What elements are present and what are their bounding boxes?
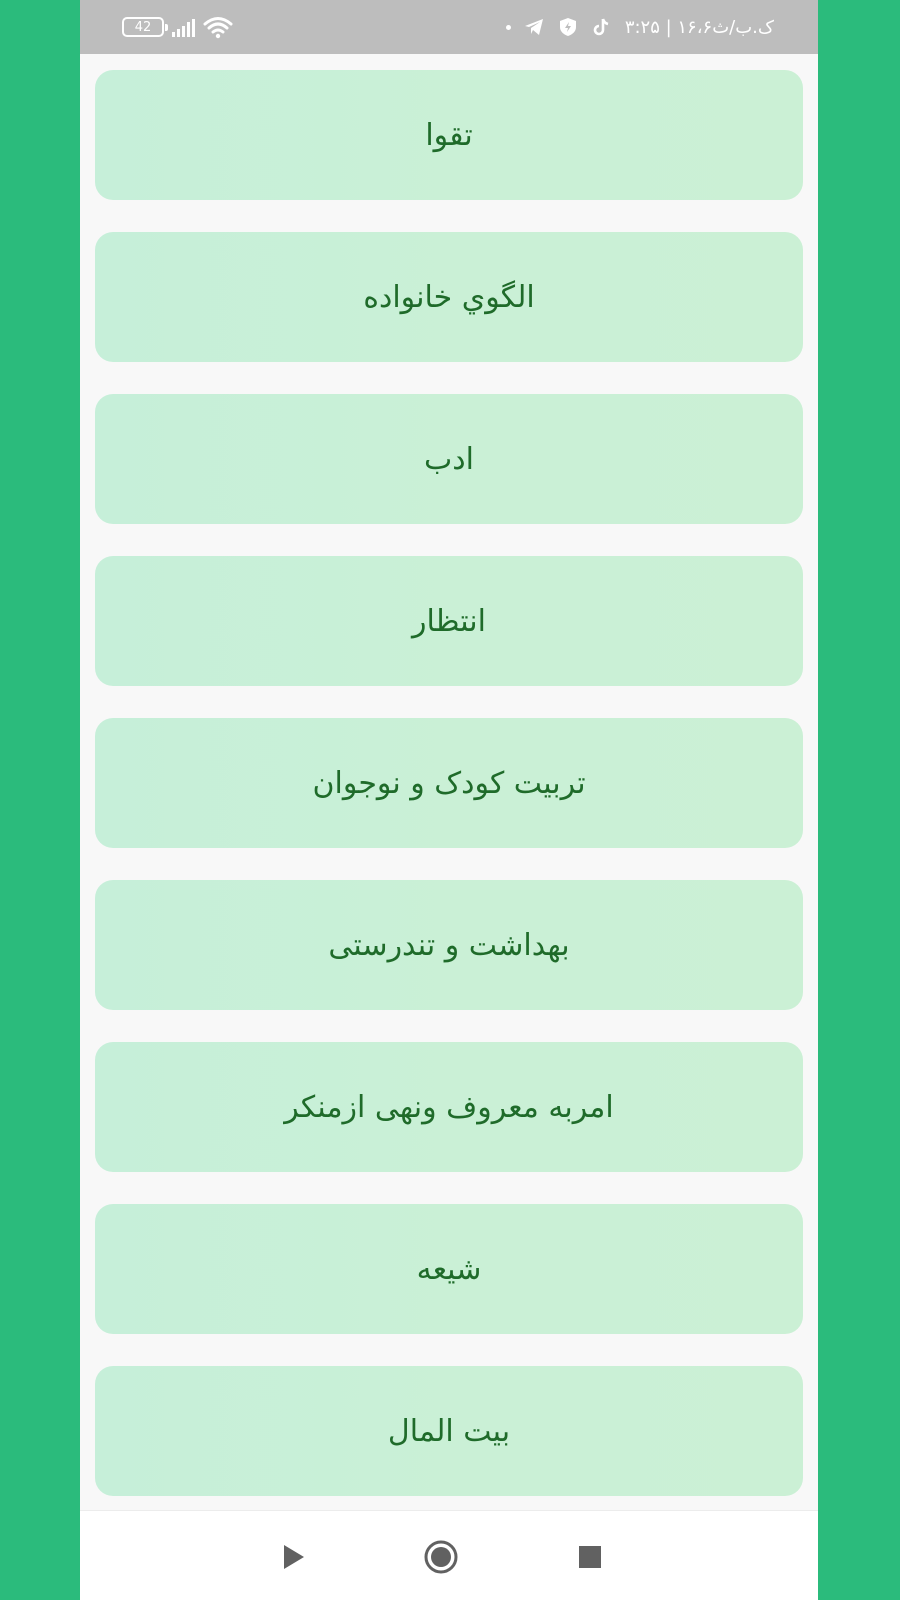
topic-list (95, 70, 803, 1528)
topic-label: انتظار (412, 603, 486, 639)
status-bar (80, 0, 818, 54)
topic-card[interactable] (95, 70, 803, 200)
topic-label: ادب (424, 441, 474, 477)
topic-card[interactable] (95, 232, 803, 362)
topic-card[interactable] (95, 556, 803, 686)
back-button[interactable] (274, 1537, 314, 1577)
home-button[interactable] (421, 1537, 461, 1577)
wifi-icon (203, 15, 233, 39)
topic-label: تقوا (425, 117, 473, 153)
navigation-bar (80, 1510, 818, 1600)
recents-square-icon (578, 1545, 602, 1569)
telegram-icon (523, 16, 545, 38)
topic-card[interactable] (95, 1042, 803, 1172)
battery-icon (122, 17, 164, 37)
status-left-group (122, 14, 233, 40)
phone-screen (80, 0, 818, 1600)
topic-card[interactable] (95, 394, 803, 524)
topic-label: شیعه (416, 1251, 482, 1287)
topic-card[interactable] (95, 1204, 803, 1334)
topic-label: تربیت کودک و نوجوان (312, 765, 586, 801)
status-time: ۳:۲۵ | ۱۶،۶ک.ب/ث (624, 16, 774, 38)
topic-label: بهداشت و تندرستی (328, 927, 570, 963)
status-right-group (506, 14, 774, 40)
recents-button[interactable] (570, 1537, 610, 1577)
topic-card[interactable] (95, 880, 803, 1010)
signal-icon (172, 17, 195, 37)
topic-label: بیت المال (387, 1413, 511, 1449)
shield-icon (557, 16, 579, 38)
topic-label: امربه معروف ونهی ازمنکر (284, 1089, 614, 1125)
home-circle-icon (423, 1539, 459, 1575)
back-triangle-icon (281, 1543, 307, 1571)
topic-card[interactable] (95, 718, 803, 848)
dot-icon (506, 25, 511, 30)
topic-label: الگوي خانواده (363, 279, 535, 315)
topic-card[interactable] (95, 1366, 803, 1496)
tiktok-icon (591, 16, 613, 38)
battery-level: 42 (134, 19, 152, 35)
